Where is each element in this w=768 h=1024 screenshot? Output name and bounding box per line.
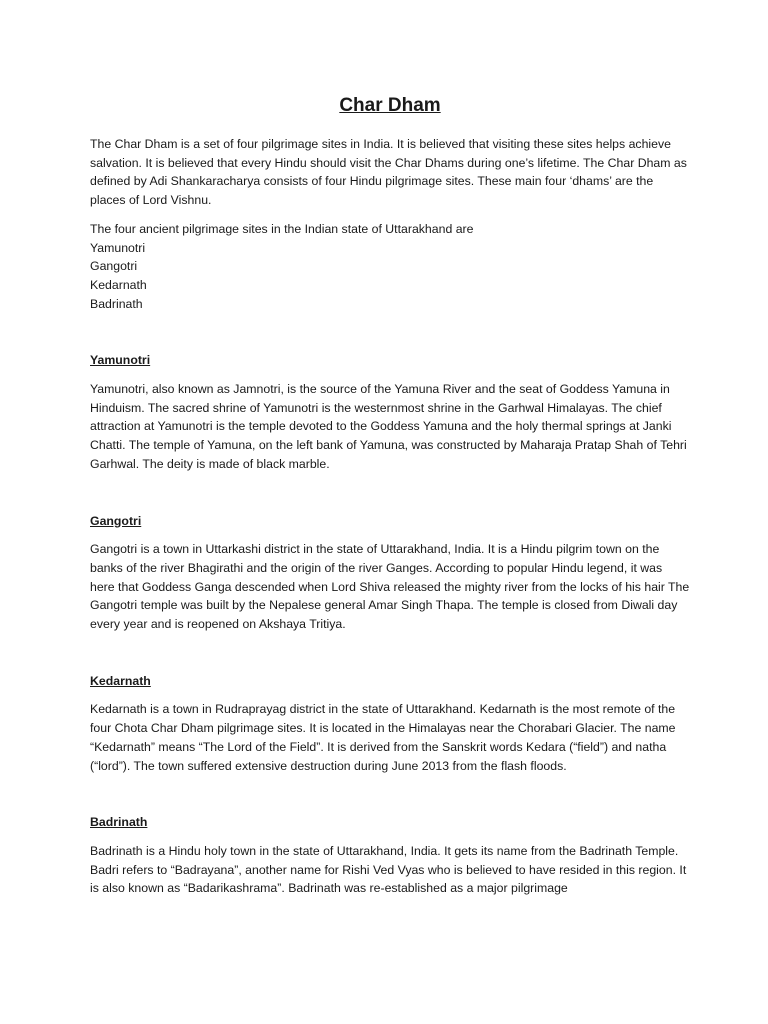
section-yamunotri xyxy=(90,351,690,473)
section-body: Kedarnath is a town in Rudraprayag district in the state of Uttarakhand. Kedarnath is the most remote of the four Chota Char Dham pilgrimage sites. It is located in the Himalayas near the Chorabari Glacier. The name “Kedarnath” means “The Lord of the Field”. It is derived from the Sanskrit words Kedara (“field”) and natha (“lord”). The town suffered extensive destruction during June 2013 from the flash floods. xyxy=(90,702,676,773)
site-list-item: Kedarnath xyxy=(90,277,147,292)
site-list-item: Yamunotri xyxy=(90,240,146,255)
site-list-item: Badrinath xyxy=(90,296,143,311)
section-heading: Badrinath xyxy=(90,815,148,830)
section-heading: Gangotri xyxy=(90,513,142,528)
section-heading: Kedarnath xyxy=(90,673,151,688)
document-title: Char Dham xyxy=(339,95,441,116)
section-body: Gangotri is a town in Uttarkashi district in the state of Uttarakhand, India. It is a Hindu pilgrim town on the banks of the river Bhagirathi and the origin of the river Ganges. According to popular Hindu legend, it was here that Goddess Ganga descended when Lord Shiva released the mighty river from the locks of his hair The Gangotri temple was built by the Nepalese general Amar Singh Thapa. The temple is closed from Diwali day every year and is reopened on Akshaya Tritiya. xyxy=(90,542,690,632)
section-kedarnath xyxy=(90,672,690,776)
section-body: Yamunotri, also known as Jamnotri, is the source of the Yamuna River and the seat of Goddess Yamuna in Hinduism. The sacred shrine of Yamunotri is the westernmost shrine in the Garhwal Himalayas. The chief attraction at Yamunotri is the temple devoted to the Goddess Yamuna and the holy thermal springs at Janki Chatti. The temple of Yamuna, on the left bank of Yamuna, was constructed by Maharaja Pratap Shah of Tehri Garhwal. The deity is made of black marble. xyxy=(90,382,687,471)
section-gangotri xyxy=(90,512,690,634)
section-heading: Yamunotri xyxy=(90,353,151,368)
intro-paragraph: The Char Dham is a set of four pilgrimage sites in India. It is believed that visiting these sites helps achieve salvation. It is believed that every Hindu should visit the Char Dhams during one’s lifetime. The Char Dham as defined by Adi Shankaracharya consists of four Hindu pilgrimage sites. These main four ‘dhams’ are the places of Lord Vishnu. xyxy=(90,137,687,208)
site-list-item: Gangotri xyxy=(90,259,138,274)
section-badrinath xyxy=(90,813,690,898)
sites-intro-paragraph: The four ancient pilgrimage sites in the Indian state of Uttarakhand are xyxy=(90,221,474,236)
section-body: Badrinath is a Hindu holy town in the state of Uttarakhand, India. It gets its name from the Badrinath Temple. Badri refers to “Badrayana”, another name for Rishi Ved Vyas who is believed to have resided in this region. It is also known as “Badarikashrama”. Badrinath was re-established as a major pilgrimage xyxy=(90,843,687,896)
document-page xyxy=(90,93,690,908)
pilgrimage-site-list xyxy=(90,239,690,314)
